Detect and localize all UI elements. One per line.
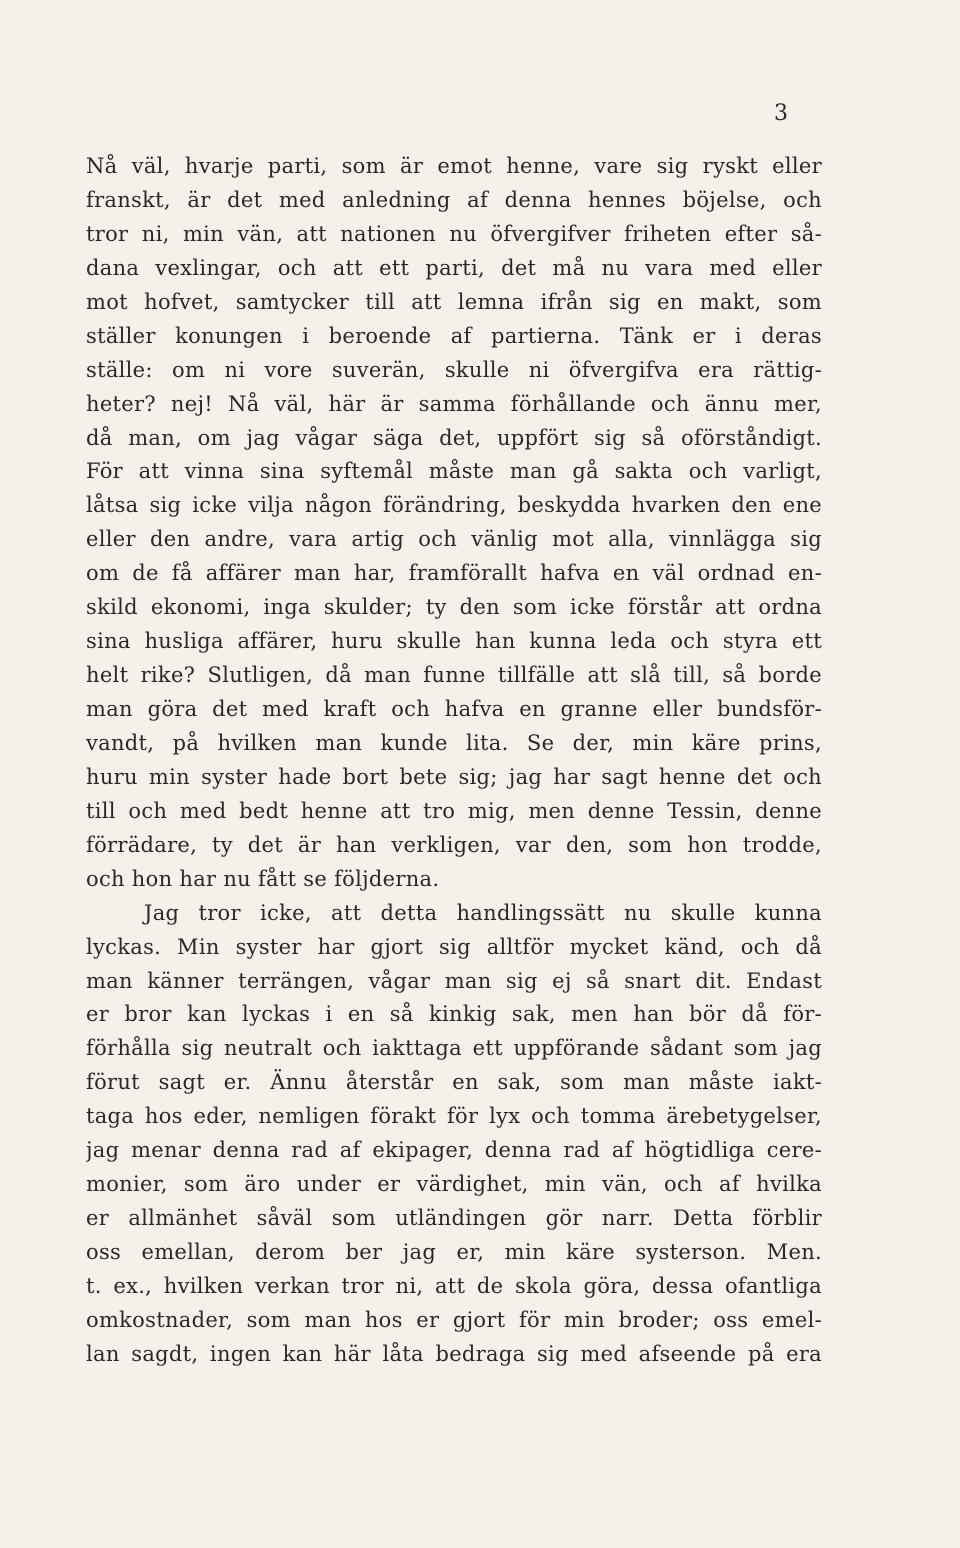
text-line: Nå väl, hvarje parti, som är emot henne, vare sig ryskt eller	[86, 154, 822, 178]
text-line: förut sagt er. Ännu återstår en sak, som man måste iakt-	[86, 1070, 822, 1095]
text-line: eller den andre, vara artig och vänlig mot alla, vinnlägga sig	[86, 527, 822, 552]
text-line: mot hofvet, samtycker till att lemna ifrån sig en makt, som	[86, 289, 822, 314]
text-line: er allmänhet såväl som utländingen gör narr. Detta förblir	[86, 1206, 822, 1231]
text-line: t. ex., hvilken verkan tror ni, att de skola göra, dessa ofantliga	[86, 1273, 822, 1298]
text-line: lan sagdt, ingen kan här låta bedraga sig med afseende på era	[86, 1341, 822, 1366]
text-line: jag menar denna rad af ekipager, denna rad af högtidliga cere-	[86, 1138, 822, 1163]
text-line: låtsa sig icke vilja någon förändring, beskydda hvarken den ene	[86, 493, 822, 518]
text-line: lyckas. Min syster har gjort sig alltför mycket känd, och då	[86, 934, 822, 959]
text-line: sina husliga affärer, huru skulle han kunna leda och styra ett	[86, 629, 822, 654]
text-line: er bror kan lyckas i en så kinkig sak, men han bör då för-	[86, 1002, 822, 1027]
text-line: För att vinna sina syftemål måste man gå sakta och varligt,	[86, 459, 822, 484]
body-text	[86, 150, 822, 1372]
text-line: monier, som äro under er värdighet, min vän, och af hvilka	[86, 1172, 822, 1197]
text-line: då man, om jag vågar säga det, uppfört sig så oförståndigt.	[86, 425, 822, 450]
text-line: heter? nej! Nå väl, här är samma förhållande och ännu mer,	[86, 391, 822, 416]
text-line: förhålla sig neutralt och iakttaga ett uppförande sådant som jag	[86, 1036, 822, 1061]
text-line: taga hos eder, nemligen förakt för lyx och tomma ärebetygelser,	[86, 1104, 822, 1129]
text-line: skild ekonomi, inga skulder; ty den som icke förstår att ordna	[86, 595, 822, 620]
text-line: huru min syster hade bort bete sig; jag har sagt henne det och	[86, 764, 822, 789]
text-line: om de få affärer man har, framförallt hafva en väl ordnad en-	[86, 561, 822, 586]
text-line: franskt, är det med anledning af denna hennes böjelse, och	[86, 187, 822, 212]
text-line: ställe: om ni vore suverän, skulle ni öfvergifva era rättig-	[86, 357, 822, 382]
text-line: oss emellan, derom ber jag er, min käre systerson. Men.	[86, 1240, 822, 1264]
text-line: förrädare, ty det är han verkligen, var den, som hon trodde,	[86, 832, 822, 857]
text-line: man känner terrängen, vågar man sig ej så snart dit. Endast	[86, 968, 822, 993]
text-line: man göra det med kraft och hafva en granne eller bundsför-	[86, 697, 822, 721]
text-line: och hon har nu fått se följderna.	[86, 866, 440, 891]
text-line: omkostnader, som man hos er gjort för min broder; oss emel-	[86, 1307, 822, 1332]
page-number: 3	[774, 101, 789, 126]
text-line: dana vexlingar, och att ett parti, det må nu vara med eller	[86, 255, 822, 280]
text-line: ställer konungen i beroende af partierna. Tänk er i deras	[86, 323, 822, 348]
text-line: till och med bedt henne att tro mig, men denne Tessin, denne	[86, 798, 822, 823]
text-line: helt rike? Slutligen, då man funne tillfälle att slå till, så borde	[86, 663, 822, 688]
text-line: Jag tror icke, att detta handlingssätt nu skulle kunna	[144, 900, 822, 925]
text-line: tror ni, min vän, att nationen nu öfvergifver friheten efter så-	[86, 221, 822, 246]
text-line: vandt, på hvilken man kunde lita. Se der, min käre prins,	[86, 730, 822, 755]
